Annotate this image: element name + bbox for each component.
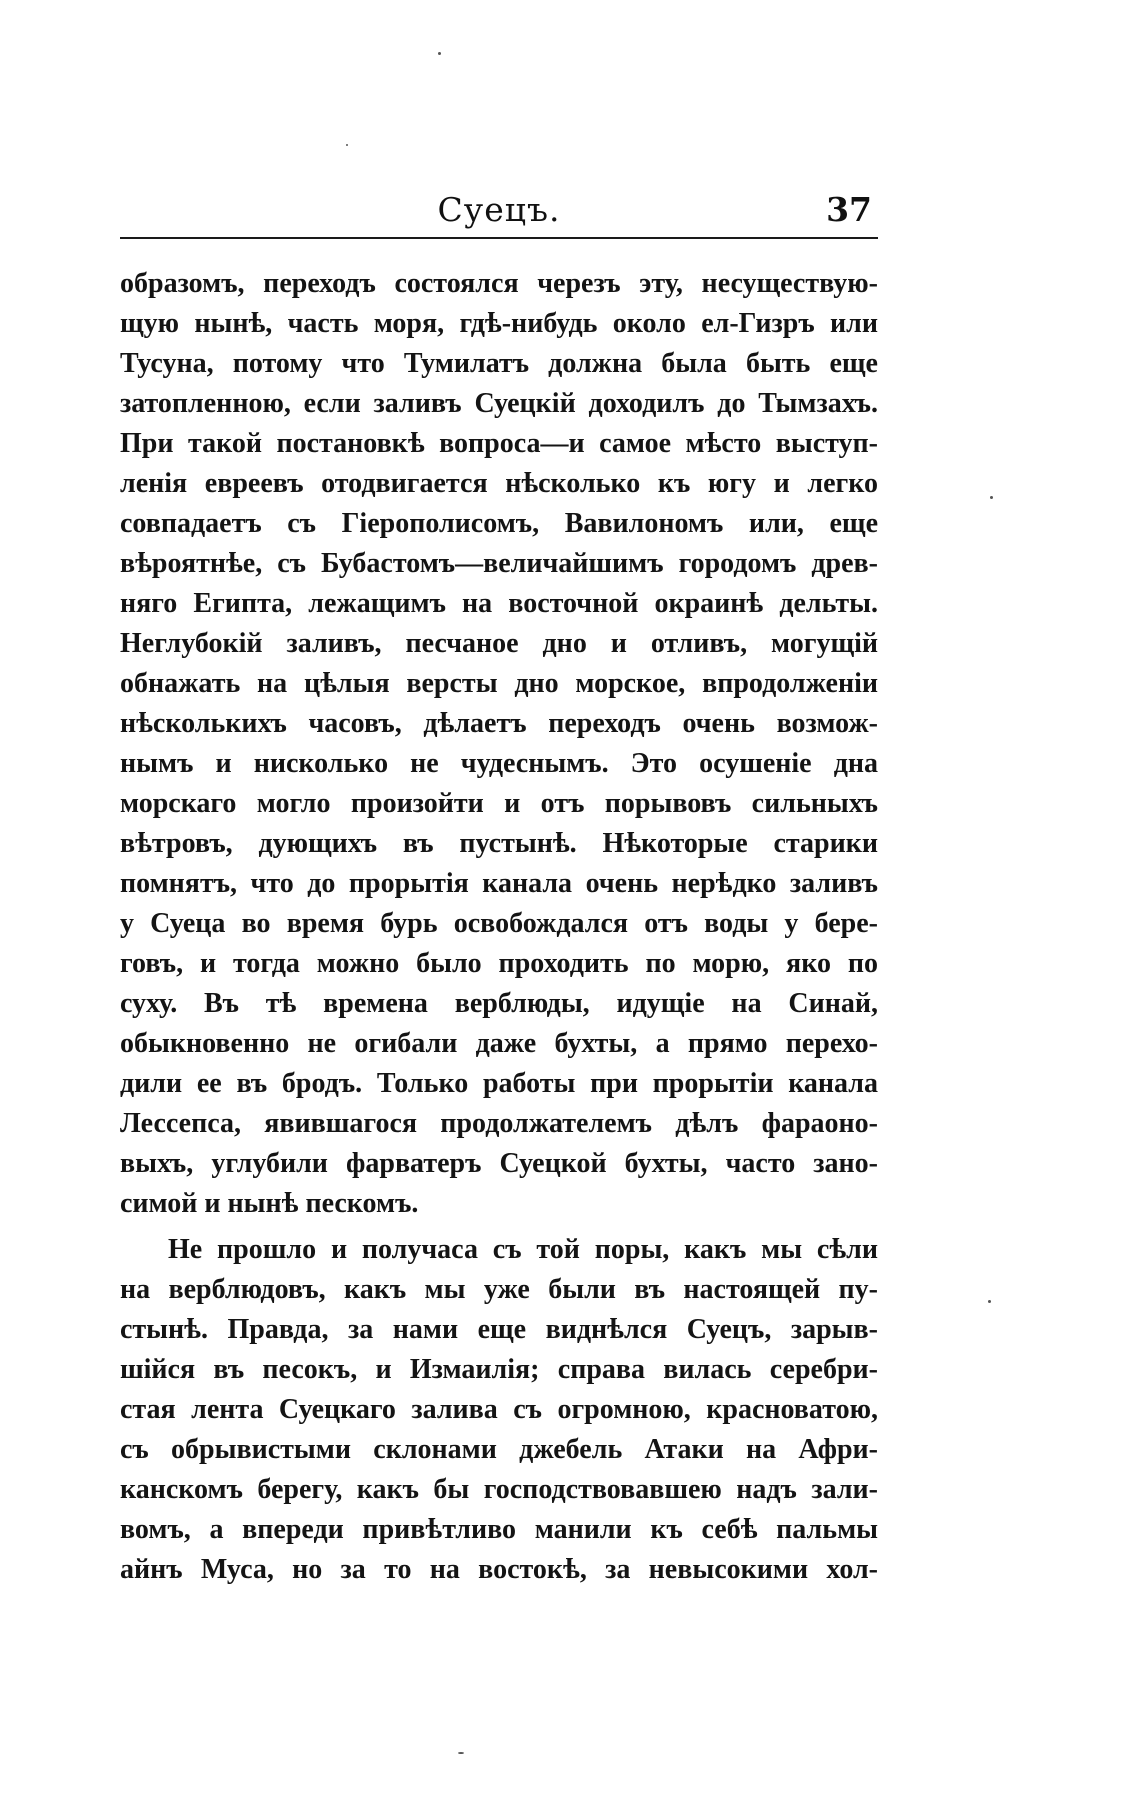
text-line: суху. Въ тѣ времена верблюды, идущіе на Синай, [120,988,878,1019]
text-line: Тусуна, потому что Тумилатъ должна была быть еще [120,348,878,379]
text-line: вѣроятнѣе, съ Бубастомъ—величайшимъ городомъ древ- [120,548,878,579]
text-line: щую нынѣ, часть моря, гдѣ-нибудь около ел-Гизръ или [120,308,878,339]
text-line: вѣтровъ, дующихъ въ пустынѣ. Нѣкоторые старики [120,828,878,859]
page-header [120,188,878,240]
text-line: симой и нынѣ пескомъ. [120,1188,419,1219]
text-line: нымъ и нисколько не чудеснымъ. Это осушеніе дна [120,748,878,779]
text-line: вомъ, а впереди привѣтливо манили къ себѣ пальмы [120,1514,878,1545]
text-line: шійся въ песокъ, и Измаилія; справа вилась серебри- [120,1354,878,1385]
paragraph-1 [120,264,878,1224]
text-line: у Суеца во время бурь освобождался отъ воды у бере- [120,908,878,939]
text-body [120,264,878,1590]
print-speck [438,52,441,55]
page-number: 37 [826,190,872,229]
text-line: морскаго могло произойти и отъ порывовъ сильныхъ [120,788,878,819]
text-line: стынѣ. Правда, за нами еще виднѣлся Суецъ, зарыв- [120,1314,878,1345]
text-line: помнятъ, что до прорытія канала очень нерѣдко заливъ [120,868,878,899]
paragraph-2 [120,1230,878,1590]
text-line: на верблюдовъ, какъ мы уже были въ настоящей пу- [120,1274,878,1305]
print-speck [458,1752,464,1754]
text-line: айнъ Муса, но за то на востокѣ, за невысокими хол- [120,1554,878,1585]
text-line: При такой постановкѣ вопроса—и самое мѣсто выступ- [120,428,878,459]
text-line: съ обрывистыми склонами джебель Атаки на Афри- [120,1434,878,1465]
print-speck [990,496,993,499]
running-title: Суецъ. [437,190,561,229]
text-line: образомъ, переходъ состоялся черезъ эту, несуществую- [120,268,878,299]
text-line: выхъ, углубили фарватеръ Суецкой бухты, часто зано- [120,1148,878,1179]
text-line: обнажать на цѣлыя версты дно морское, впродолженіи [120,668,878,699]
text-line: дили ее въ бродъ. Только работы при прорытіи канала [120,1068,878,1099]
text-line: нѣсколькихъ часовъ, дѣлаетъ переходъ очень возмож- [120,708,878,739]
text-line: Лессепса, явившагося продолжателемъ дѣлъ фараоно- [120,1108,878,1139]
text-line: затопленною, если заливъ Суецкій доходилъ до Тымзахъ. [120,388,878,419]
text-line: канскомъ берегу, какъ бы господствовавшею надъ зали- [120,1474,878,1505]
text-line: говъ, и тогда можно было проходить по морю, яко по [120,948,878,979]
text-line: стая лента Суецкаго залива съ огромною, красноватою, [120,1394,878,1425]
print-speck [988,1300,991,1303]
text-line: обыкновенно не огибали даже бухты, а прямо перехо- [120,1028,878,1059]
print-speck [346,144,348,146]
header-rule [120,237,878,239]
text-line: совпадаетъ съ Гіерополисомъ, Вавилономъ или, еще [120,508,878,539]
text-line: Неглубокій заливъ, песчаное дно и отливъ, могущій [120,628,878,659]
text-line: Не прошло и получаса съ той поры, какъ мы сѣли [168,1234,878,1265]
text-line: няго Египта, лежащимъ на восточной окраинѣ дельты. [120,588,878,619]
text-line: ленія евреевъ отодвигается нѣсколько къ югу и легко [120,468,878,499]
